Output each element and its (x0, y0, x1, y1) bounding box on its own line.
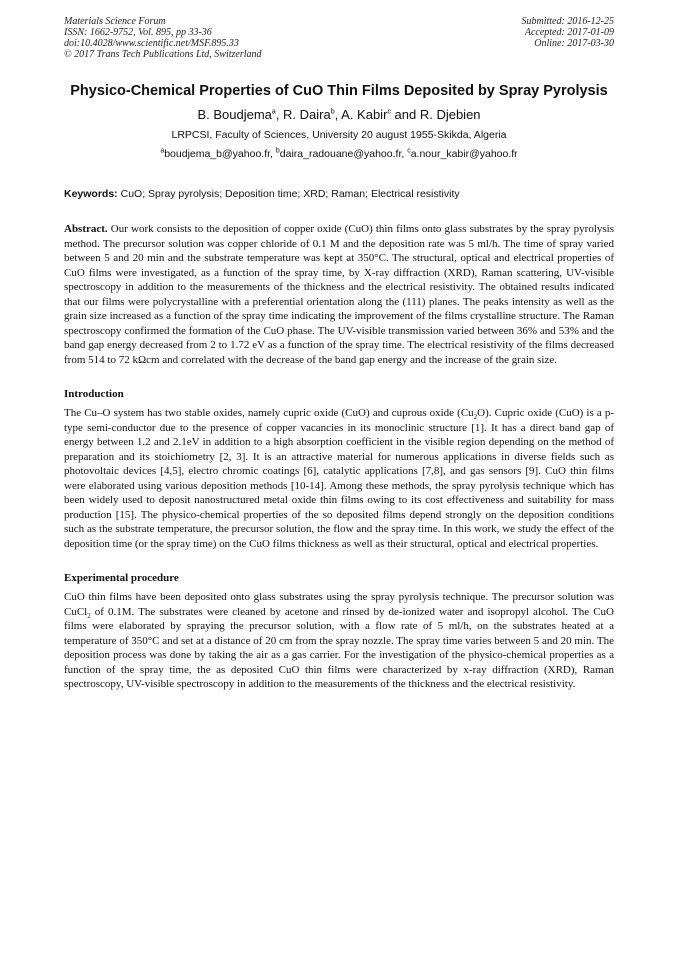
keywords-label: Keywords: (64, 188, 118, 200)
dates-info (522, 16, 615, 60)
author-name: R. Djebien (419, 107, 481, 122)
email-mark: a (160, 147, 165, 155)
author-mark: a (271, 108, 276, 116)
affiliation: LRPCSI, Faculty of Sciences, University 20 august 1955-Skikda, Algeria (171, 129, 507, 141)
email-list (64, 148, 614, 160)
subscript: 2 (87, 611, 91, 620)
email-link[interactable]: a.nour_kabir@yahoo.fr (410, 148, 518, 160)
keywords-line (64, 188, 614, 200)
email-mark: b (275, 147, 280, 155)
author-mark: c (387, 108, 391, 116)
author-list (64, 107, 614, 122)
author-name: B. Boudjema (197, 107, 272, 122)
email-mark: c (407, 147, 411, 155)
accepted-date: Accepted: 2017-01-09 (524, 27, 614, 38)
author-separator: , (334, 107, 342, 122)
subscript: 2 (473, 413, 478, 422)
publication-header (64, 16, 614, 60)
email-link[interactable]: daira_radouane@yahoo.fr, (279, 148, 408, 160)
doi: doi:10.4028/www.scientific.net/MSF.895.33 (64, 38, 239, 49)
intro-text-part: The Cu–O system has two stable oxides, namely cupric oxide (CuO) and cuprous oxide (Cu (64, 407, 474, 419)
copyright: © 2017 Trans Tech Publications Ltd, Switzerland (64, 49, 262, 60)
abstract-text: Our work consists to the deposition of copper oxide (CuO) thin films onto glass substrates by the spray pyrolysis method. The precursor solution was copper chloride of 0.1 M and the deposition rate was 5 ml/h. The time of spray varied between 5 and 20 min and the substrate temperature was kept at 350°C. The structural, optical and electrical properties of CuO films were investigated, as a function of the spray time, by X-ray diffraction (XRD), Raman scattering, UV-visible spectroscopy in addition to the measurements of the thickness and the electrical resistivity. The obtained results indicated that our films were polycrystalline with a preferential orientation along the (111) planes. The peaks intensity as well as the grain size increased as a function of the spray time indicating the improvement of the films crystalline structure. The Raman spectroscopy confirmed the formation of the CuO phase. The UV-visible transmission varied between 36% and 53% and the band gap energy decreased from 2 to 1.72 eV as a function of the spray time. The electrical resistivity of the films decreased from 514 to 72 kΩcm and correlated with the decrease of the band gap energy and the increase of the grain size. (64, 223, 614, 366)
keywords-text: CuO; Spray pyrolysis; Deposition time; XRD; Raman; Electrical resistivity (117, 188, 460, 200)
abstract-paragraph (64, 222, 614, 367)
introduction-heading: Introduction (64, 388, 124, 400)
paper-title: Physico-Chemical Properties of CuO Thin Films Deposited by Spray Pyrolysis (70, 83, 608, 99)
intro-text-part: O). Cupric oxide (CuO) is a p-type semi-conductor due to the presence of copper vacancies in its monoclinic structure [1]. It has a direct band gap of energy between 1.2 and 2.1eV in addition to a high absorption coefficient in the visible region depending on the method of preparation and its stoichiometry [2, 3]. It is an attractive material for numerous applications in diverse fields such as photovoltaic devices [4,5], electro chromic coatings [6], catalytic applications [7,8], and gas sensors [9]. CuO thin films were elaborated using various deposition methods [10-14]. Among these methods, the spray pyrolysis technique which has been widely used to deposit nanostructured metal oxide thin films owing to its cost effectiveness and suitability for mass production [15]. The physico-chemical properties of the so deposited films depend strongly on the deposition conditions such as the substrate temperature, the precursor solution, the flow and the spray time. In this work, we study the effect of the deposition time (or the spray time) on the CuO films thickness as well as their structural, optical and electrical properties. (64, 407, 614, 550)
experimental-heading: Experimental procedure (64, 572, 179, 584)
author-mark: b (330, 108, 335, 116)
journal-info (64, 16, 262, 60)
submitted-date: Submitted: 2016-12-25 (521, 16, 614, 27)
author-name: R. Daira (283, 107, 331, 122)
author-separator: and (390, 107, 420, 122)
abstract-label: Abstract. (64, 223, 108, 235)
experimental-paragraph (64, 590, 614, 692)
paper-page (64, 16, 614, 692)
author-name: A. Kabir (341, 107, 388, 122)
journal-name: Materials Science Forum (64, 16, 166, 27)
author-separator: , (275, 107, 284, 122)
email-link[interactable]: boudjema_b@yahoo.fr, (164, 148, 276, 160)
issn: ISSN: 1662-9752, Vol. 895, pp 33-36 (64, 27, 212, 38)
exp-text-part: CuO thin films have been deposited onto glass substrates using the spray pyrolysis technique. The precursor solution was CuCl (64, 591, 614, 618)
online-date: Online: 2017-03-30 (534, 38, 614, 49)
exp-text-part: of 0.1M. The substrates were cleaned by acetone and rinsed by de-ionized water and isopropyl alcohol. The CuO films were elaborated by spraying the precursor solution, with a flow rate of 5 ml/h, on the substrates heated at a temperature of 350°C and set at a distance of 20 cm from the spray nozzle. The spray time varies between 5 and 20 min. The deposition process was done by taking the air as a gas carrier. For the investigation of the physico-chemical properties as a function of the spray time, the as deposited CuO thin films were characterized by x-ray diffraction (XRD), Raman spectroscopy, UV-visible spectroscopy in addition to the measurements of the thickness and the electrical resistivity. (64, 605, 614, 690)
introduction-paragraph (64, 406, 614, 551)
